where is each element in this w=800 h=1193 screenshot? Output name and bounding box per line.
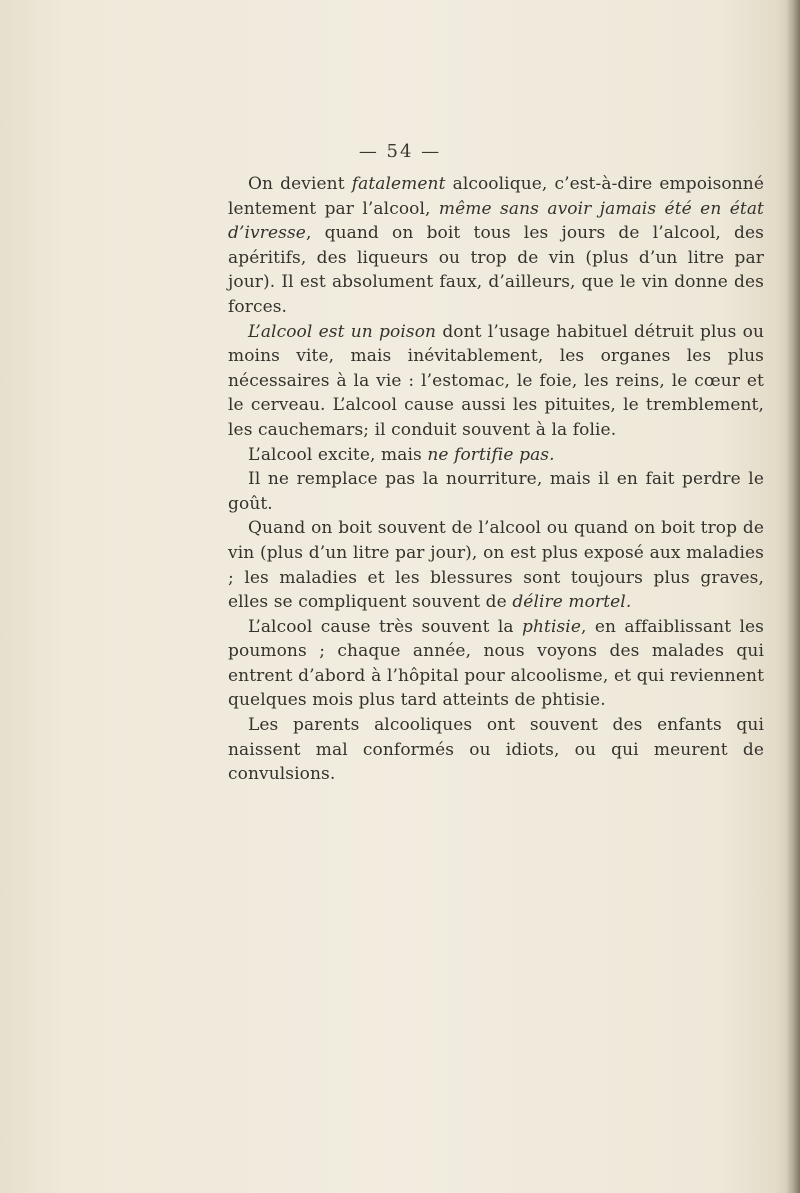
text-segment: L’alcool excite, mais [248,444,428,465]
text-segment: Il ne remplace pas la nourriture, mais il en fait perdre le goût. [228,469,764,514]
paragraph-1 [228,172,764,320]
text-segment: dont l’usage habituel détruit plus ou moins vite, mais inévitablement, les organes les plus nécessaires à la vie : l’estomac, le foie, les reins, le cœur et le cerveau. L’alcool cause aussi les pituites, le tremblement, les cauchemars; il conduit souvent à la folie. [228,321,764,440]
italic-segment: ne fortifie pas. [427,444,555,465]
body-text [228,172,764,787]
text-segment: alcoolique, c’est-à-dire empoisonné lentement par l’alcool, [228,174,764,219]
paragraph-3 [228,443,764,468]
italic-segment: phtisie [521,616,582,637]
text-segment: , quand on boit tous les jours de l’alcool, des apéritifs, des liqueurs ou trop de vin (plus d’un litre par jour). Il est absolument faux, d’ailleurs, que le vin donne des forces. [228,223,764,317]
paragraph-7 [228,713,764,787]
paragraph-5 [228,516,764,614]
page-number: — 54 — [358,141,442,162]
paragraph-6 [228,615,764,713]
italic-segment: fatalement [351,174,446,194]
text-segment: L’alcool cause très souvent la [248,616,522,637]
italic-segment: L’alcool est un poison [248,321,437,342]
page-edge-shadow [786,0,800,1193]
italic-segment: même sans avoir jamais été en état d’ivresse [228,198,764,244]
text-segment: On devient [248,174,352,194]
text-segment: Les parents alcooliques ont souvent des enfants qui naissent mal conformés ou idiots, ou qui meurent de convulsions. [228,715,764,785]
paragraph-2 [228,320,764,443]
text-segment: , en affaiblissant les poumons ; chaque année, nous voyons des malades qui entrent d’abord à l’hôpital pour alcoolisme, et qui reviennent quelques mois plus tard atteints de phtisie. [228,616,764,711]
italic-segment: délire mortel. [512,592,632,613]
paragraph-4 [228,467,764,516]
text-segment: Quand on boit souvent de l’alcool ou quand on boit trop de vin (plus d’un litre par jour), on est plus exposé aux maladies ; les maladies et les blessures sont toujours plus graves, elles se compliquent souvent de [228,518,764,613]
